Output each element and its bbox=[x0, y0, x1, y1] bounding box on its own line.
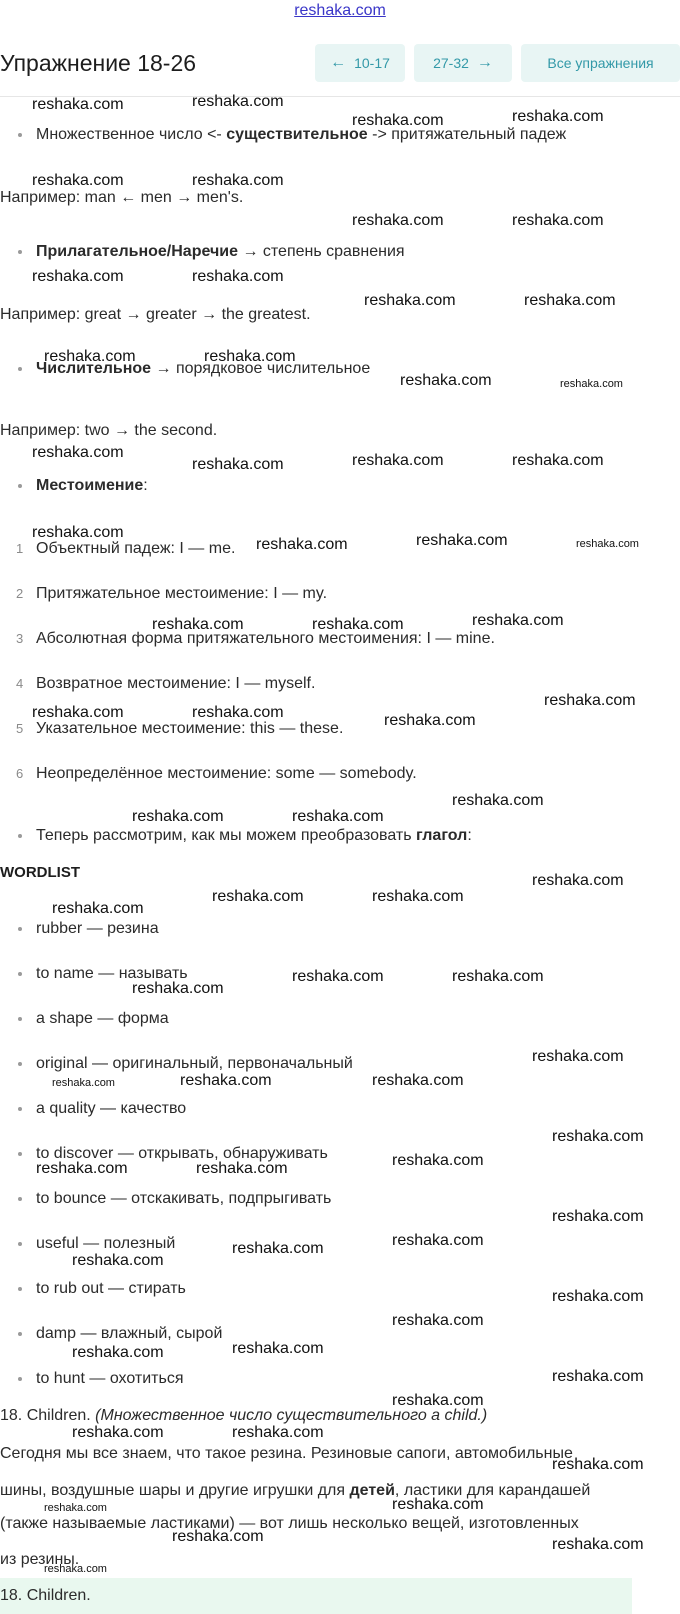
numbered-item: 4 Возвратное местоимение: I — myself. bbox=[16, 675, 316, 692]
watermark: reshaka.com bbox=[52, 900, 144, 917]
watermark: reshaka.com bbox=[292, 808, 384, 825]
watermark: reshaka.com bbox=[196, 1160, 288, 1177]
watermark: reshaka.com bbox=[392, 1152, 484, 1169]
watermark: reshaka.com bbox=[384, 712, 476, 729]
next-exercise-button[interactable] bbox=[414, 44, 512, 82]
task-paragraph: из резины. bbox=[0, 1551, 80, 1568]
watermark: reshaka.com bbox=[416, 532, 508, 549]
watermark: reshaka.com bbox=[544, 692, 636, 709]
watermark: reshaka.com bbox=[192, 268, 284, 285]
wordlist-item: to hunt — охотиться bbox=[18, 1368, 166, 1390]
watermark: reshaka.com bbox=[212, 888, 304, 905]
watermark: reshaka.com bbox=[576, 538, 639, 550]
watermark: reshaka.com bbox=[392, 1232, 484, 1249]
watermark: reshaka.com bbox=[364, 292, 456, 309]
wordlist-item: a quality — качество bbox=[18, 1098, 168, 1120]
watermark: reshaka.com bbox=[32, 96, 124, 113]
task-paragraph: Сегодня мы все знаем, что такое резина. Резиновые сапоги, автомобильные bbox=[0, 1445, 573, 1462]
all-exercises-label: Все упражнения bbox=[547, 55, 654, 71]
watermark: reshaka.com bbox=[44, 1502, 107, 1514]
wordlist-item: rubber — резина bbox=[18, 918, 141, 940]
watermark: reshaka.com bbox=[172, 1528, 264, 1545]
prev-exercise-button[interactable] bbox=[315, 44, 405, 82]
list-item: Числительное → порядковое числительное bbox=[18, 358, 352, 380]
watermark: reshaka.com bbox=[372, 888, 464, 905]
wordlist-item: to bounce — отскакивать, подпрыгивать bbox=[18, 1188, 313, 1210]
watermark: reshaka.com bbox=[180, 1072, 272, 1089]
list-item: Теперь рассмотрим, как мы можем преобразовать глагол: bbox=[18, 825, 454, 847]
wordlist-item: damp — влажный, сырой bbox=[18, 1323, 204, 1345]
watermark: reshaka.com bbox=[560, 378, 623, 390]
watermark: reshaka.com bbox=[32, 704, 124, 721]
list-item: Множественное число <- существительное -> притяжательный падеж bbox=[18, 124, 548, 146]
arrow-left-icon: ← bbox=[330, 54, 347, 71]
watermark: reshaka.com bbox=[192, 456, 284, 473]
task-paragraph: шины, воздушные шары и другие игрушки для детей, ластики для карандашей bbox=[0, 1482, 591, 1499]
watermark: reshaka.com bbox=[232, 1340, 324, 1357]
watermark: reshaka.com bbox=[552, 1208, 644, 1225]
wordlist-item: a shape — форма bbox=[18, 1008, 151, 1030]
watermark: reshaka.com bbox=[72, 1424, 164, 1441]
watermark: reshaka.com bbox=[452, 792, 544, 809]
task-heading: 18. Children. (Множественное число существительного a child.) bbox=[0, 1407, 488, 1424]
list-item: Местоимение: bbox=[18, 475, 130, 497]
watermark: reshaka.com bbox=[132, 808, 224, 825]
watermark: reshaka.com bbox=[552, 1128, 644, 1145]
watermark: reshaka.com bbox=[192, 93, 284, 110]
prev-exercise-label: 10-17 bbox=[354, 55, 390, 71]
watermark: reshaka.com bbox=[32, 268, 124, 285]
watermark: reshaka.com bbox=[192, 704, 284, 721]
wordlist-item: to rub out — стирать bbox=[18, 1278, 168, 1300]
watermark: reshaka.com bbox=[44, 1563, 107, 1575]
watermark: reshaka.com bbox=[352, 112, 444, 129]
watermark: reshaka.com bbox=[392, 1496, 484, 1513]
watermark: reshaka.com bbox=[36, 1160, 128, 1177]
watermark: reshaka.com bbox=[72, 1252, 164, 1269]
numbered-item: 5 Указательное местоимение: this — these. bbox=[16, 720, 344, 737]
example-text: Например: great → greater → the greatest. bbox=[0, 306, 311, 323]
watermark: reshaka.com bbox=[52, 1077, 115, 1089]
watermark: reshaka.com bbox=[524, 292, 616, 309]
exercise-header bbox=[0, 40, 680, 90]
arrow-right-icon: → bbox=[476, 54, 493, 71]
numbered-item: 1 Объектный падеж: I — me. bbox=[16, 540, 236, 557]
watermark: reshaka.com bbox=[392, 1392, 484, 1409]
watermark: reshaka.com bbox=[512, 212, 604, 229]
numbered-item: 2 Притяжательное местоимение: I — my. bbox=[16, 585, 328, 602]
watermark: reshaka.com bbox=[44, 348, 136, 365]
watermark: reshaka.com bbox=[452, 968, 544, 985]
watermark: reshaka.com bbox=[32, 172, 124, 189]
watermark: reshaka.com bbox=[372, 1072, 464, 1089]
watermark: reshaka.com bbox=[232, 1240, 324, 1257]
watermark: reshaka.com bbox=[400, 372, 492, 389]
next-exercise-label: 27-32 bbox=[433, 55, 469, 71]
watermark: reshaka.com bbox=[392, 1312, 484, 1329]
watermark: reshaka.com bbox=[552, 1456, 644, 1473]
watermark: reshaka.com bbox=[32, 524, 124, 541]
wordlist-item: to discover — открывать, обнаруживать bbox=[18, 1143, 310, 1165]
watermark: reshaka.com bbox=[132, 980, 224, 997]
watermark: reshaka.com bbox=[232, 1424, 324, 1441]
watermark: reshaka.com bbox=[256, 536, 348, 553]
wordlist-item: useful — полезный bbox=[18, 1233, 157, 1255]
watermark: reshaka.com bbox=[312, 616, 404, 633]
watermark: reshaka.com bbox=[532, 872, 624, 889]
list-item: Прилагательное/Наречие → степень сравнения bbox=[18, 241, 387, 263]
example-text: Например: two → the second. bbox=[0, 422, 218, 439]
answer-box: 18. Children. bbox=[0, 1578, 632, 1614]
watermark: reshaka.com bbox=[552, 1368, 644, 1385]
watermark: reshaka.com bbox=[292, 968, 384, 985]
watermark: reshaka.com bbox=[532, 1048, 624, 1065]
watermark: reshaka.com bbox=[152, 616, 244, 633]
watermark: reshaka.com bbox=[512, 452, 604, 469]
wordlist-item: original — оригинальный, первоначальный bbox=[18, 1053, 335, 1075]
all-exercises-button[interactable] bbox=[521, 44, 680, 82]
watermark: reshaka.com bbox=[472, 612, 564, 629]
watermark: reshaka.com bbox=[512, 108, 604, 125]
wordlist-title: WORDLIST bbox=[0, 864, 80, 881]
example-text: Например: man ← men → men's. bbox=[0, 189, 244, 206]
watermark: reshaka.com bbox=[204, 348, 296, 365]
task-paragraph: (также называемые ластиками) — вот лишь несколько вещей, изготовленных bbox=[0, 1515, 579, 1532]
page-title: Упражнение 18-26 bbox=[0, 50, 197, 76]
numbered-item: 3 Абсолютная форма притяжательного местоимения: I — mine. bbox=[16, 630, 495, 647]
watermark: reshaka.com bbox=[352, 212, 444, 229]
watermark: reshaka.com bbox=[32, 444, 124, 461]
watermark: reshaka.com bbox=[552, 1536, 644, 1553]
watermark: reshaka.com bbox=[72, 1344, 164, 1361]
watermark: reshaka.com bbox=[352, 452, 444, 469]
numbered-item: 6 Неопределённое местоимение: some — somebody. bbox=[16, 765, 417, 782]
watermark: reshaka.com bbox=[552, 1288, 644, 1305]
site-link[interactable]: reshaka.com bbox=[294, 2, 386, 19]
watermark: reshaka.com bbox=[192, 172, 284, 189]
wordlist-item: to name — называть bbox=[18, 963, 170, 985]
